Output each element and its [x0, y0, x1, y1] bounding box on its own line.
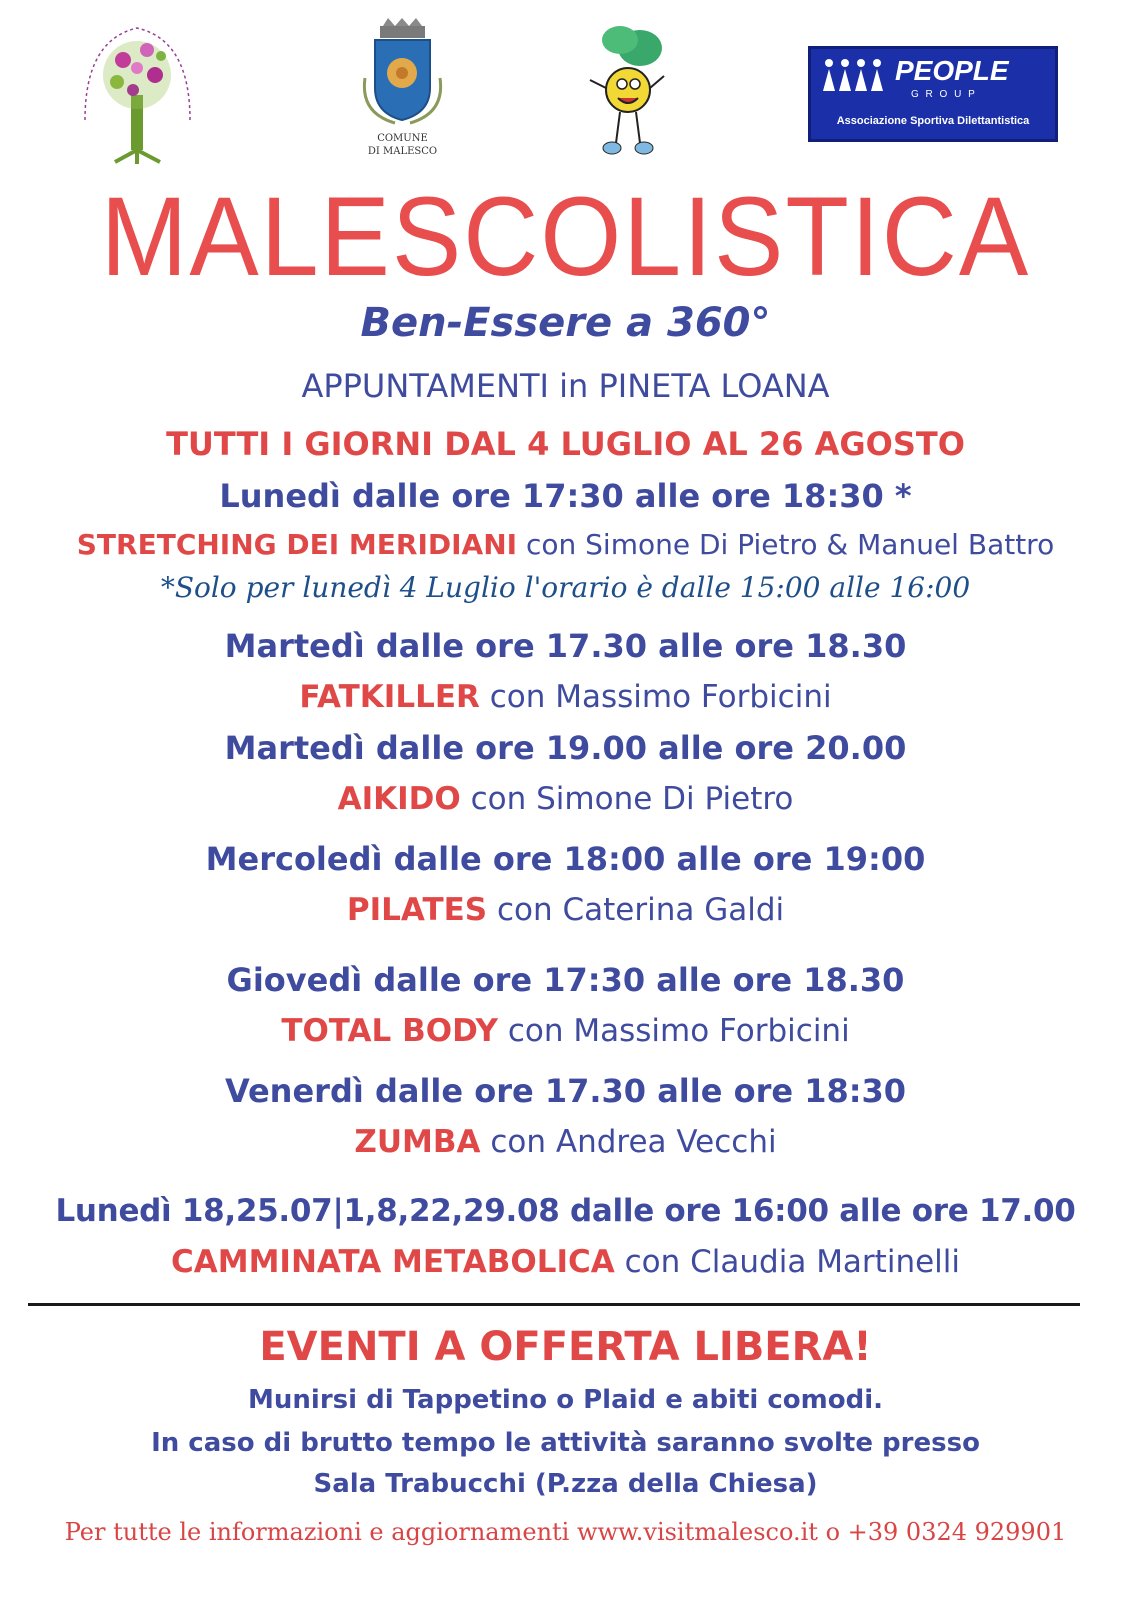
schedule-time-5: Giovedì dalle ore 17:30 alle ore 18.30: [226, 961, 905, 999]
people-sub-label: Associazione Sportiva Dilettantistica: [836, 115, 1030, 127]
crest-icon: [355, 18, 450, 128]
activity-name: AIKIDO: [337, 781, 461, 817]
schedule-note: *Solo per lunedì 4 Luglio l'orario è dalle 15:00 alle 16:00: [160, 571, 971, 604]
schedule-activity-row-4: [0, 892, 1131, 928]
free-offer-headline: EVENTI A OFFERTA LIBERA!: [259, 1324, 872, 1370]
schedule-time-1: Lunedì dalle ore 17:30 alle ore 18:30 *: [219, 477, 912, 515]
info-line-2: In caso di brutto tempo le attività saranno svolte presso: [151, 1428, 980, 1458]
schedule-activity-row-5: [0, 1013, 1131, 1049]
divider: [28, 1303, 1080, 1306]
schedule-activity-row-6: [0, 1124, 1131, 1160]
instructor: con Simone Di Pietro & Manuel Battro: [517, 528, 1055, 561]
activity-name: CAMMINATA METABOLICA: [170, 1244, 615, 1280]
activity-name: TOTAL BODY: [281, 1013, 498, 1049]
schedule-time-6: Venerdì dalle ore 17.30 alle ore 18:30: [224, 1072, 907, 1110]
people-figures-icon: [821, 57, 891, 93]
activity-name: FATKILLER: [299, 679, 480, 715]
schedule-time-4: Mercoledì dalle ore 18:00 alle ore 19:00: [205, 840, 926, 878]
comune-label: COMUNE DI MALESCO: [367, 133, 438, 157]
schedule-time-7: Lunedì 18,25.07|1,8,22,29.08 dalle ore 16:00 alle ore 17.00: [55, 1193, 1076, 1229]
instructor: con Andrea Vecchi: [480, 1124, 777, 1160]
people-name: PEOPLE: [895, 55, 1009, 86]
instructor: con Claudia Martinelli: [614, 1244, 961, 1280]
people-group-logo: [808, 46, 1058, 142]
instructor: con Caterina Galdi: [487, 892, 785, 928]
people-group-label: G R O U P: [911, 89, 977, 100]
info-line-1: Munirsi di Tappetino o Plaid e abiti comodi.: [248, 1385, 883, 1415]
activity-name: PILATES: [346, 892, 488, 928]
location-heading: APPUNTAMENTI in PINETA LOANA: [301, 367, 830, 405]
instructor: con Massimo Forbicini: [479, 679, 832, 715]
activity-name: STRETCHING DEI MERIDIANI: [76, 528, 518, 561]
page-subtitle: Ben-Essere a 360°: [360, 300, 771, 346]
instructor: con Massimo Forbicini: [498, 1013, 850, 1049]
schedule-activity-row-1: [0, 528, 1131, 561]
proloco-mascot-logo: [580, 18, 670, 163]
comune-malesco-logo: [355, 18, 450, 158]
schedule-time-2: Martedì dalle ore 17.30 alle ore 18.30: [224, 627, 907, 665]
activity-name: ZUMBA: [354, 1124, 481, 1160]
period-line: TUTTI I GIORNI DAL 4 LUGLIO AL 26 AGOSTO: [166, 425, 965, 463]
footer-contact: Per tutte le informazioni e aggiornamenti www.visitmalesco.it o +39 0324 929901: [64, 1518, 1067, 1546]
page-title: MALESCOLISTICA: [100, 174, 1031, 300]
schedule-activity-row-3: [0, 781, 1131, 817]
schedule-activity-row-2: [0, 679, 1131, 715]
info-line-3: Sala Trabucchi (P.zza della Chiesa): [313, 1469, 818, 1499]
schedule-activity-row-7: [0, 1244, 1131, 1280]
instructor: con Simone Di Pietro: [460, 781, 794, 817]
schedule-time-3: Martedì dalle ore 19.00 alle ore 20.00: [224, 729, 907, 767]
albero-logo: [75, 20, 200, 165]
